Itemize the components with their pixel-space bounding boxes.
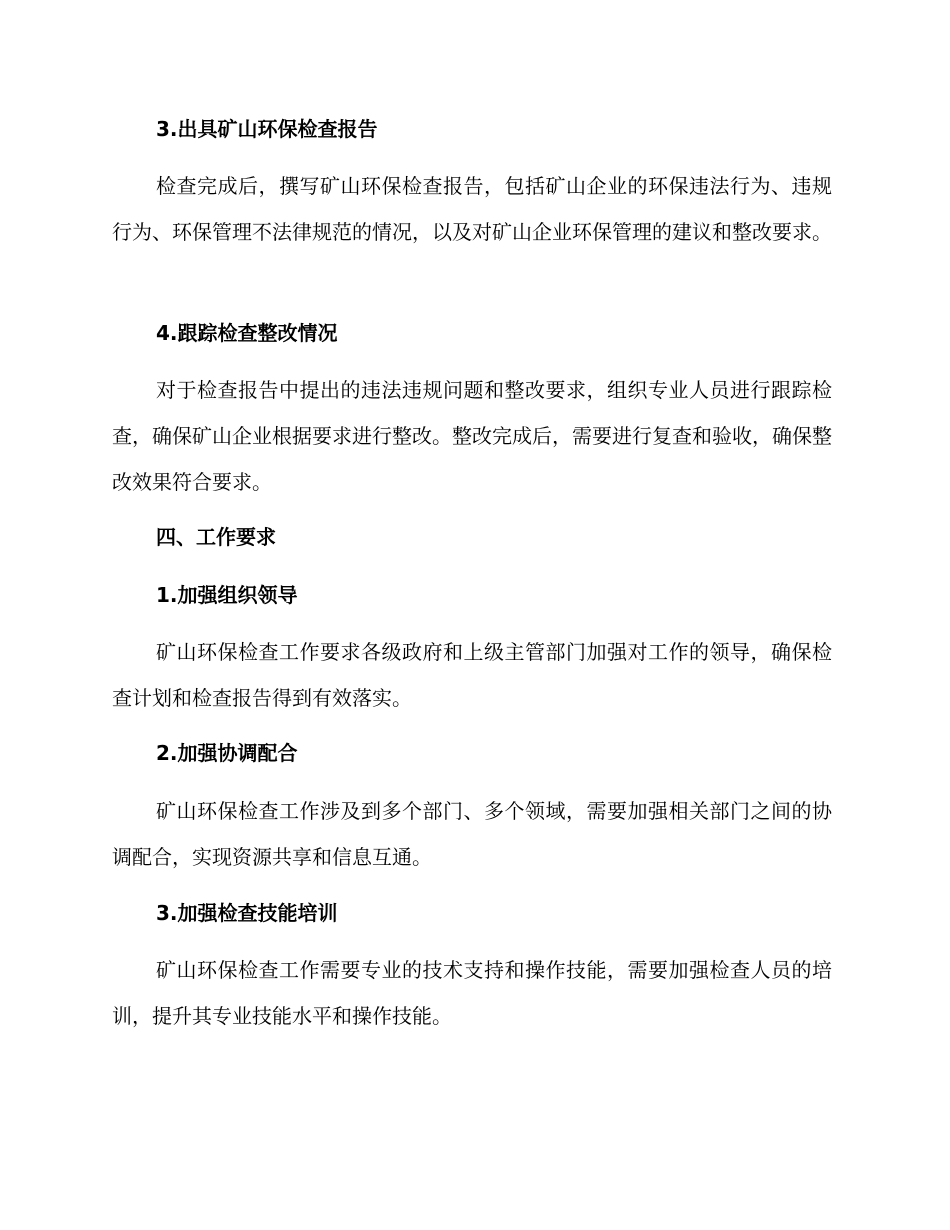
section-paragraph-track-rectification: 对于检查报告中提出的违法违规问题和整改要求，组织专业人员进行跟踪检查，确保矿山企业根据要求进行整改。整改完成后，需要进行复查和验收，确保整改效果符合要求。 <box>112 378 832 494</box>
section-heading-skills-training: 3.加强检查技能培训 <box>156 901 338 925</box>
section-paragraph-organizational-leadership: 矿山环保检查工作要求各级政府和上级主管部门加强对工作的领导，确保检查计划和检查报告得到有效落实。 <box>112 640 832 710</box>
section-heading-track-rectification: 4.跟踪检查整改情况 <box>156 321 338 345</box>
section-heading-issue-report: 3.出具矿山环保检查报告 <box>156 117 378 141</box>
section-heading-coordination: 2.加强协调配合 <box>156 741 298 765</box>
chapter-heading-work-requirements: 四、工作要求 <box>156 525 276 549</box>
section-paragraph-skills-training: 矿山环保检查工作需要专业的技术支持和操作技能，需要加强检查人员的培训，提升其专业技能水平和操作技能。 <box>112 958 832 1028</box>
section-paragraph-coordination: 矿山环保检查工作涉及到多个部门、多个领域，需要加强相关部门之间的协调配合，实现资源共享和信息互通。 <box>112 799 832 869</box>
section-paragraph-issue-report: 检查完成后，撰写矿山环保检查报告，包括矿山企业的环保违法行为、违规行为、环保管理不法律规范的情况，以及对矿山企业环保管理的建议和整改要求。 <box>112 174 832 244</box>
section-heading-organizational-leadership: 1.加强组织领导 <box>156 583 298 607</box>
